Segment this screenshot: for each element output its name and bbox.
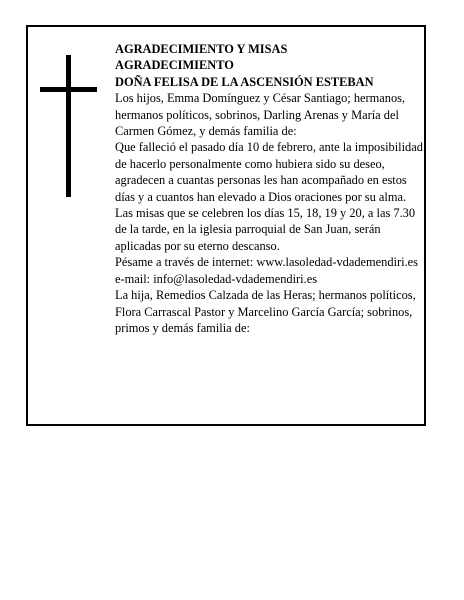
heading-subtitle: AGRADECIMIENTO [115,58,234,73]
cross-icon-crossbar [40,87,97,92]
deceased-name: DOÑA FELISA DE LA ASCENSIÓN ESTEBAN [115,74,374,89]
notice-text [115,41,423,336]
paragraph-masses: Las misas que se celebren los días 15, 18, 19 y 20, a las 7.30 de la tarde, en la iglesia parroquial de San Juan, serán aplicadas por su eterno descanso. [115,206,416,253]
paragraph-thanks: Que falleció el pasado día 10 de febrero, ante la imposibilidad de hacerlo personalmente como hubiera sido su deseo, agradecen a cuantas personas les han acompañado en estos días y a cuantos han elevado a Dios oraciones por su alma. [115,140,423,204]
paragraph-family-2: La hija, Remedios Calzada de las Heras; hermanos políticos, Flora Carrascal Pastor y Marcelino García García; sobrinos, primos y demás familia de: [115,288,416,335]
obituary-notice [26,25,426,426]
heading-title: AGRADECIMIENTO Y MISAS [115,42,288,56]
paragraph-family: Los hijos, Emma Domínguez y César Santiago; hermanos, hermanos políticos, sobrinos, Darling Arenas y María del Carmen Gómez, y demás familia de: [115,91,406,139]
paragraph-condolences: Pésame a través de internet: www.lasoledad-vdademendiri.es e-mail: info@lasoledad-vdademendiri.es [115,255,419,286]
cross-icon [66,55,71,197]
